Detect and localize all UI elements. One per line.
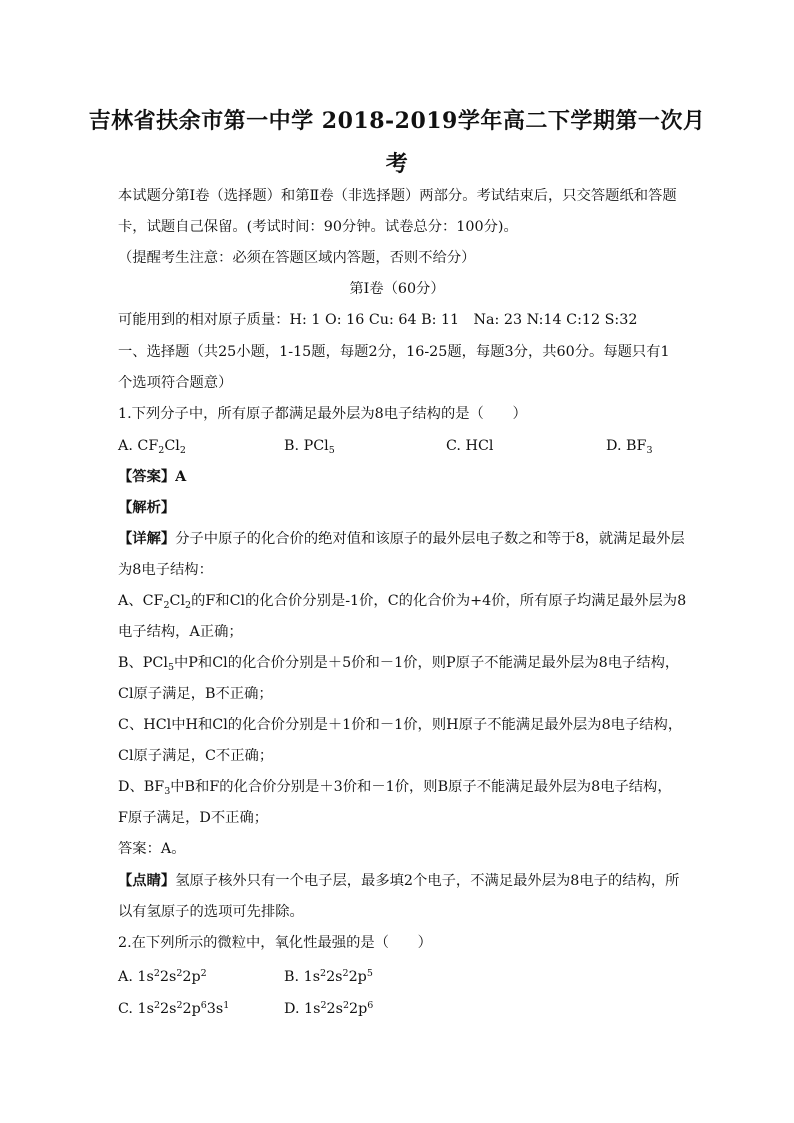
q1-option-c: C. HCl <box>446 438 494 454</box>
document-title-line2: 考 <box>385 151 409 177</box>
intro-line2: 卡，试题自己保留。(考试时间：90分钟。试卷总分：100分)。 <box>118 219 518 235</box>
atomic-masses: 可能用到的相对原子质量：H: 1 O: 16 Cu: 64 B: 11 Na: 23 N:14 C:12 S:32 <box>118 312 638 328</box>
q2-stem: 2.在下列所示的微粒中，氧化性最强的是（ ） <box>118 935 432 951</box>
q2-option-b: B. $1s^22s^22p^5$ <box>284 968 373 985</box>
q1-analysis-heading: 【解析】 <box>118 500 176 516</box>
document-title-line1: 吉林省扶余市第一中学 2018-2019学年高二下学期第一次月 <box>88 108 706 134</box>
q1-option-d: D. $BF_3$ <box>606 438 653 456</box>
q1-analysis-a-line2: 电子结构，A正确； <box>118 624 243 640</box>
q2-option-d: D. $1s^22s^22p^6$ <box>284 1000 374 1017</box>
part1-instructions-line1: 一、选择题（共25小题，1-15题，每题2分，16-25题，每题3分，共60分。每题只有1 <box>118 344 670 360</box>
notice-text: （提醒考生注意：必须在答题区域内答题，否则不给分） <box>118 250 476 266</box>
part1-instructions-line2: 个选项符合题意） <box>118 375 233 391</box>
q2-option-c: C. $1s^22s^22p^63s^1$ <box>118 1000 230 1017</box>
q1-detail-line1: 【详解】分子中原子的化合价的绝对值和该原子的最外层电子数之和等于8，就满足最外层 <box>118 531 685 547</box>
section-heading: 第Ⅰ卷（60分） <box>349 281 445 297</box>
q1-detail-line2: 为8电子结构： <box>118 562 213 578</box>
q1-analysis-b-line2: Cl原子满足，B不正确； <box>118 686 273 702</box>
q1-analysis-d-line1: D、$BF_3$中B和F的化合价分别是＋3价和－1价，则B原子不能满足最外层为8电子结构， <box>118 779 672 797</box>
q1-conclusion: 答案：A。 <box>118 841 186 857</box>
q1-answer: 【答案】A <box>118 469 187 485</box>
q1-tip-line1: 【点睛】氢原子核外只有一个电子层，最多填2个电子，不满足最外层为8电子的结构，所 <box>118 873 680 889</box>
q1-analysis-a-line1: A、$CF_2Cl_2$的F和Cl的化合价分别是-1价，C的化合价为+4价，所有原子均满足最外层为8 <box>118 593 687 611</box>
q1-analysis-c-line2: Cl原子满足，C不正确； <box>118 748 274 764</box>
q2-option-a: A. $1s^22s^22p^2$ <box>118 968 207 985</box>
q1-analysis-d-line2: F原子满足，D不正确； <box>118 810 269 826</box>
q1-stem: 1.下列分子中，所有原子都满足最外层为8电子结构的是（ ） <box>118 406 527 422</box>
q1-analysis-c-line1: C、HCl中H和Cl的化合价分别是＋1价和－1价，则H原子不能满足最外层为8电子结构， <box>118 717 683 733</box>
q1-option-b: B. PCl$_5$ <box>284 438 335 456</box>
q1-analysis-b-line1: B、PCl$_5$中P和Cl的化合价分别是＋5价和－1价，则P原子不能满足最外层为8电子结构， <box>118 655 680 673</box>
q1-tip-line2: 以有氢原子的选项可先排除。 <box>118 904 304 920</box>
intro-line1: 本试题分第Ⅰ卷（选择题）和第Ⅱ卷（非选择题）两部分。考试结束后，只交答题纸和答题 <box>118 188 677 204</box>
q1-option-a: A. $CF_2Cl_2$ <box>118 438 186 456</box>
